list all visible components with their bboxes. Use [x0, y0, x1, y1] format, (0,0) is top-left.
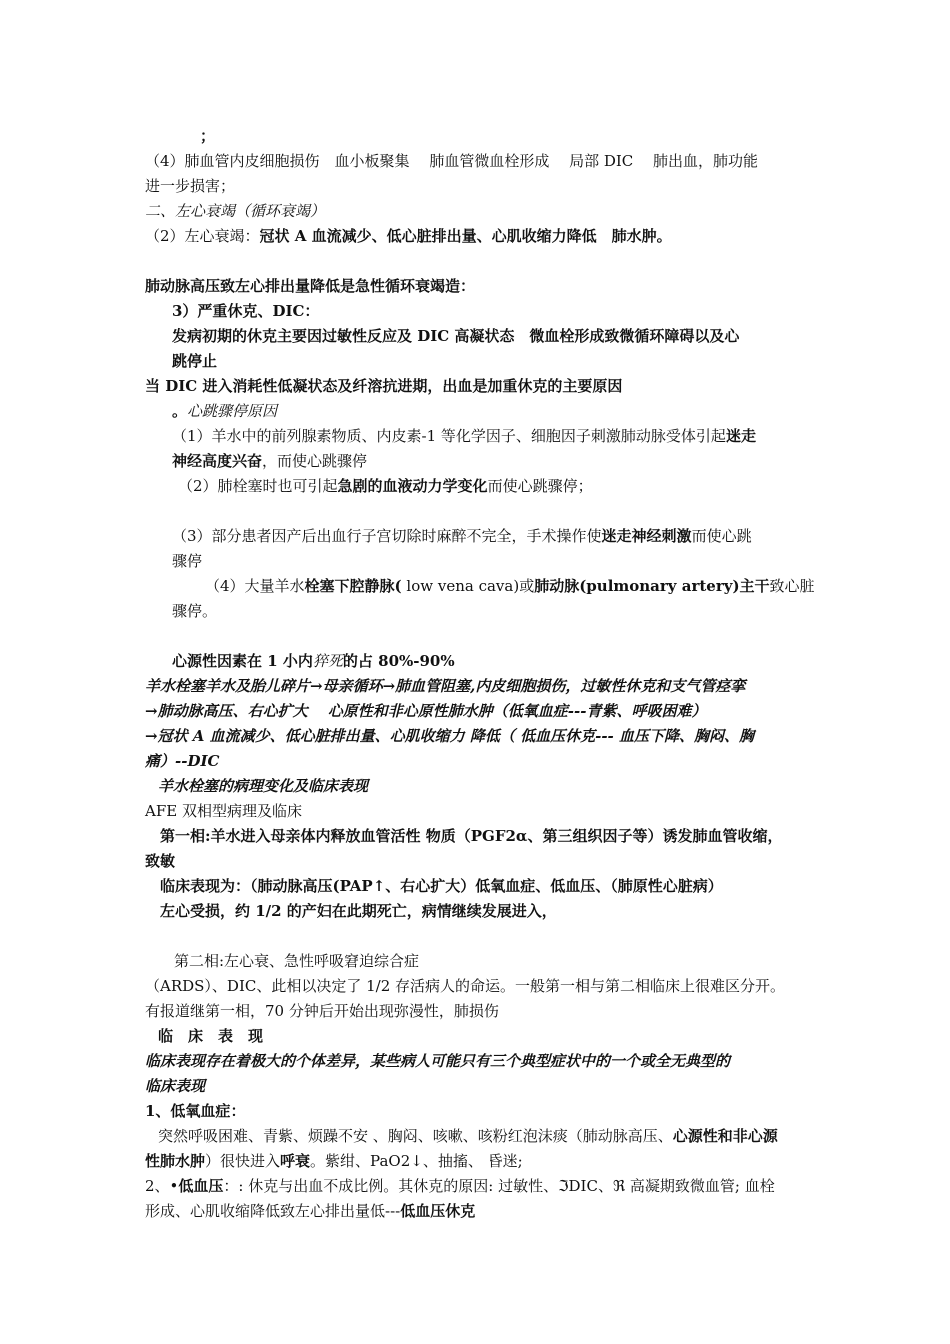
text-run: low vena cava)或: [401, 577, 535, 595]
text-line: [145, 799, 302, 824]
text-line: [145, 174, 235, 199]
text-line: [145, 1199, 475, 1224]
text-run: 跳停止: [172, 352, 218, 370]
text-run: 性肺水肿: [145, 1152, 206, 1170]
text-run: （3）部分患者因产后出血行子宫切除时麻醉不完全，手术操作使: [172, 527, 602, 545]
text-line: [145, 1149, 523, 1174]
text-line: [172, 599, 217, 624]
text-line: [174, 949, 419, 974]
text-run: 的占 80%-90%: [342, 652, 455, 670]
text-line: [145, 1099, 245, 1124]
text-line: [145, 1074, 205, 1099]
text-run: ；: [200, 127, 216, 145]
text-run: 。: [172, 402, 188, 420]
text-run: 临 床 表 现: [158, 1027, 264, 1045]
text-line: [145, 274, 475, 299]
text-run: 羊水栓塞羊水及胎儿碎片→母亲循环→肺血管阻塞,内皮细胞损伤，过敏性休克和支气管痉挛: [145, 677, 746, 695]
text-run: 急剧的血液动力学变化: [337, 477, 488, 495]
text-run: 冠状 A 血流减少、低心脏排出量、心肌收缩力降低 肺水肿。: [259, 227, 672, 245]
text-run: AFE 双相型病理及临床: [145, 802, 302, 820]
text-run: 当 DIC 进入消耗性低凝状态及纤溶抗进期，出血是加重休克的主要原因: [145, 377, 623, 395]
text-run: 心源性和非心源: [672, 1127, 778, 1145]
text-run: 致敏: [145, 852, 176, 870]
text-run: 肺动脉(pulmonary artery)主干: [534, 577, 770, 595]
text-line: [145, 724, 754, 749]
text-line: [172, 549, 202, 574]
text-line: [145, 1049, 730, 1074]
text-line: [178, 474, 593, 499]
text-run: （2）肺栓塞时也可引起: [178, 477, 338, 495]
text-line: [145, 699, 706, 724]
text-run: 临床表现为：（肺动脉高压(PAP↑、右心扩大）低氧血症、低血压、（肺原性心脏病）: [160, 877, 723, 895]
text-line: [158, 774, 368, 799]
text-run: 有报道继第一相，70 分钟后开始出现弥漫性，肺损伤: [145, 1002, 499, 1020]
text-line: [172, 424, 756, 449]
text-run: 2、•: [145, 1177, 179, 1195]
text-line: [145, 199, 325, 224]
text-run: 呼衰: [280, 1152, 311, 1170]
text-line: [160, 899, 557, 924]
text-run: 3）严重休克、DIC：: [172, 302, 320, 320]
text-line: [160, 824, 782, 849]
text-run: 形成、心肌收缩降低致左心排出量低---: [145, 1202, 401, 1220]
text-line: [158, 1124, 778, 1149]
text-run: （4）肺血管内皮细胞损伤 血小板聚集 肺血管微血栓形成 局部 DIC 肺出血，肺功能: [145, 152, 759, 170]
text-run: 致心脏: [769, 577, 815, 595]
text-run: 1、低氧血症：: [145, 1102, 246, 1120]
text-run: 骤停。: [172, 602, 218, 620]
text-line: [160, 874, 723, 899]
text-run: 第一相:羊水进入母亲体内释放血管活性 物质（PGF2α、第三组织因子等）诱发肺血管收缩，: [160, 827, 783, 845]
text-run: 神经高度兴奋: [172, 452, 263, 470]
text-line: [145, 674, 745, 699]
text-run: 心源性因素在 1 小内: [172, 652, 313, 670]
text-run: 心跳骤停原因: [187, 402, 278, 420]
text-line: [172, 324, 739, 349]
text-run: 迷走神经刺激: [601, 527, 692, 545]
text-run: 猝死: [312, 652, 343, 670]
text-run: 羊水栓塞的病理变化及临床表现: [158, 777, 369, 795]
text-run: ：: 休克与出血不成比例。其休克的原因: 过敏性、ℑDIC、ℜ 高凝期致微血管; 血栓: [223, 1177, 775, 1195]
text-run: 第二相:左心衰、急性呼吸窘迫综合症: [174, 952, 420, 970]
text-line: [145, 999, 499, 1024]
text-run: 发病初期的休克主要因过敏性反应及 DIC 高凝状态 微血栓形成致微循环障碍以及心: [172, 327, 740, 345]
text-line: [200, 124, 215, 149]
text-line: [145, 374, 622, 399]
text-run: 低血压: [178, 1177, 224, 1195]
text-line: [145, 224, 672, 249]
text-line: [145, 849, 175, 874]
text-run: →冠状 A 血流减少、低心脏排出量、心肌收缩力 降低（ 低血压休克--- 血压下降、胸闷、胸: [145, 727, 754, 745]
text-run: 临床表现存在着极大的个体差异，某些病人可能只有三个典型症状中的一个或全无典型的: [145, 1052, 731, 1070]
text-run: 而使心跳骤停；: [487, 477, 593, 495]
text-line: [158, 1024, 263, 1049]
text-line: [145, 974, 785, 999]
text-line: [172, 299, 319, 324]
text-line: [145, 149, 758, 174]
text-run: （1）羊水中的前列腺素物质、内皮素-1 等化学因子、细胞因子刺激肺动脉受体引起: [172, 427, 726, 445]
text-run: →肺动脉高压、右心扩大 心原性和非心原性肺水肿（低氧血症---青紫、呼吸困难）: [145, 702, 707, 720]
text-run: （2）左心衰竭：: [145, 227, 260, 245]
text-run: 突然呼吸困难、青紫、烦躁不安 、胸闷、咳嗽、咳粉红泡沫痰（肺动脉高压、: [158, 1127, 673, 1145]
text-run: 进一步损害；: [145, 177, 236, 195]
text-run: 肺动脉高压致左心排出量降低是急性循环衰竭造：: [145, 277, 476, 295]
text-line: [205, 574, 815, 599]
text-run: ）很快进入: [205, 1152, 281, 1170]
text-run: 低血压休克: [400, 1202, 476, 1220]
text-line: [172, 399, 277, 424]
text-run: 骤停: [172, 552, 203, 570]
text-run: ，而使心跳骤停: [262, 452, 368, 470]
text-line: [172, 524, 752, 549]
text-run: 痛）--DIC: [145, 752, 220, 770]
text-line: [172, 649, 455, 674]
text-run: 左心受损，约 1/2 的产妇在此期死亡，病情继续发展进入，: [160, 902, 557, 920]
text-line: [172, 349, 217, 374]
text-line: [145, 749, 219, 774]
text-run: 二、左心衰竭（循环衰竭）: [145, 202, 326, 220]
text-run: 临床表现: [145, 1077, 206, 1095]
text-run: （4）大量羊水: [205, 577, 305, 595]
text-run: 而使心跳: [691, 527, 752, 545]
text-line: [145, 1174, 775, 1199]
text-run: 迷走: [725, 427, 756, 445]
text-run: 。紫绀、PaO2↓、抽搐、 昏迷;: [310, 1152, 523, 1170]
text-line: [172, 449, 367, 474]
text-run: （ARDS）、DIC、此相以决定了 1/2 存活病人的命运。一般第一相与第二相临床上很难区分开。: [145, 977, 786, 995]
text-run: 栓塞下腔静脉(: [304, 577, 402, 595]
